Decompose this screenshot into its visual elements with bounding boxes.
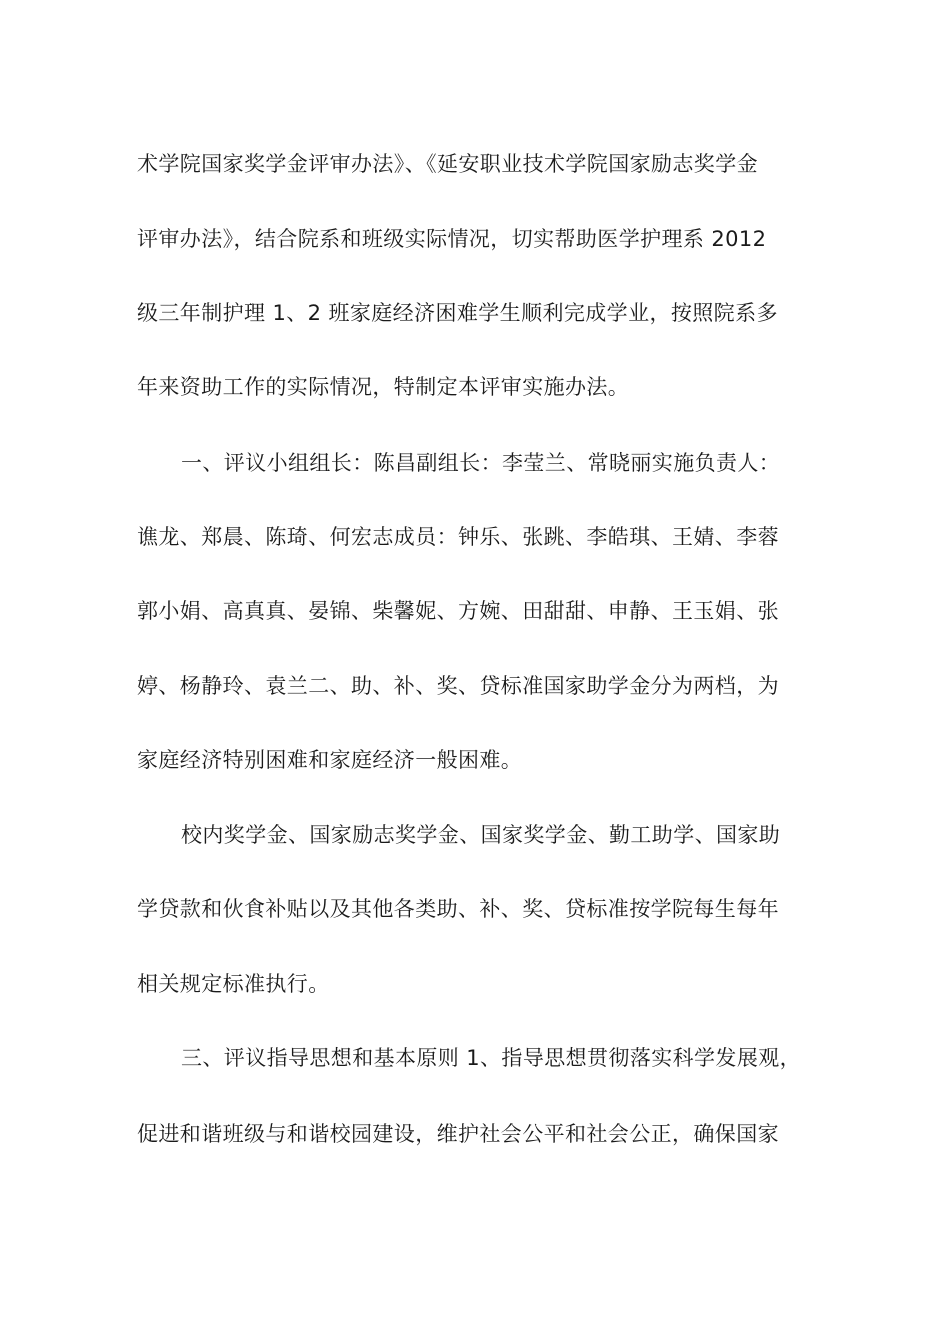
text-line: 郭小娟、高真真、晏锦、柴馨妮、方婉、田甜甜、申静、王玉娟、张 <box>137 599 779 623</box>
text-line: 级三年制护理 1、2 班家庭经济困难学生顺利完成学业，按照院系多 <box>137 301 778 325</box>
text-line: 年来资助工作的实际情况，特制定本评审实施办法。 <box>137 375 630 399</box>
text-line: 相关规定标准执行。 <box>137 972 330 996</box>
text-line: 促进和谐班级与和谐校园建设，维护社会公平和社会公正，确保国家 <box>137 1122 779 1146</box>
paragraph-start-line: 校内奖学金、国家励志奖学金、国家奖学金、勤工助学、国家助 <box>181 823 781 847</box>
paragraph-start-line: 三、评议指导思想和基本原则 1、指导思想贯彻落实科学发展观， <box>181 1046 802 1070</box>
text-line: 谯龙、郑晨、陈琦、何宏志成员：钟乐、张跳、李皓琪、王婧、李蓉 <box>137 525 779 549</box>
text-line: 评审办法》，结合院系和班级实际情况，切实帮助医学护理系 2012 <box>137 227 767 251</box>
text-line: 学贷款和伙食补贴以及其他各类助、补、奖、贷标准按学院每生每年 <box>137 897 779 921</box>
paragraph-start-line: 一、评议小组组长：陈昌副组长：李莹兰、常晓丽实施负责人： <box>181 451 781 475</box>
text-line: 家庭经济特别困难和家庭经济一般困难。 <box>137 748 523 772</box>
text-line: 术学院国家奖学金评审办法》、《延安职业技术学院国家励志奖学金 <box>137 152 758 176</box>
text-line: 婷、杨静玲、袁兰二、助、补、奖、贷标准国家助学金分为两档，为 <box>137 674 779 698</box>
